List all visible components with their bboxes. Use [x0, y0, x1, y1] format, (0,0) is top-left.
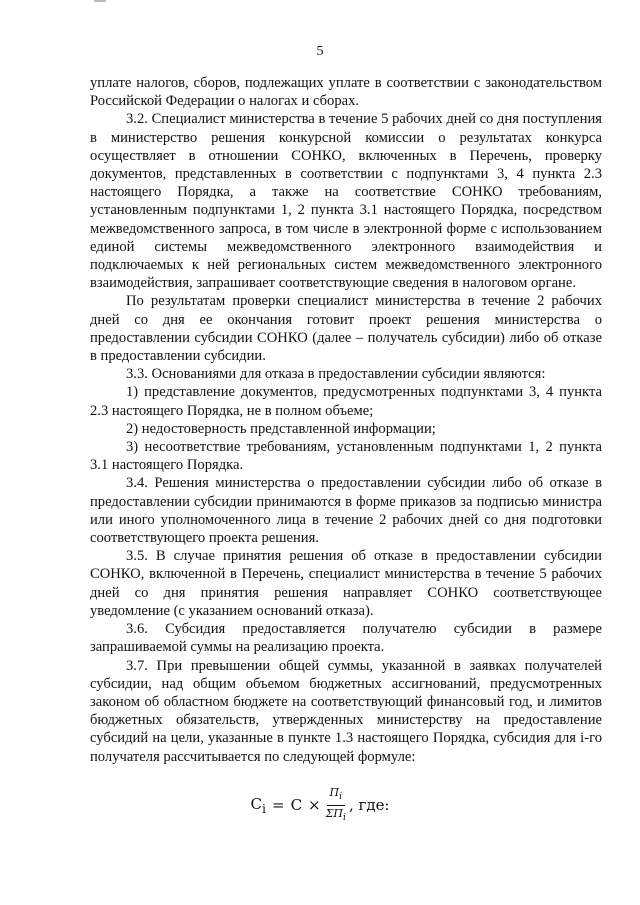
paragraph: 3.2. Специалист министерства в течение 5 рабочих дней со дня поступления в министерство решения конкурсной комиссии о результатах конкурса осуществляет в отношении СОНКО, включенных в Перечень, проверку документов, представленных в соответствии с подпунктами 3, 4 пункта 2.3 настоящего Порядка, а также на соответствие СОНКО требованиям, установленным подпунктами 1, 2 пункта 3.1 настоящего Порядка, посредством межведомственного запроса, в том числе в электронной форме с использованием единой системы межведомственного электронного взаимодействия и подключаемых к ней региональных систем межведомственного электронного взаимодействия, запрашивает соответствующие сведения в налоговом органе. [90, 111, 602, 292]
paragraph: По результатам проверки специалист министерства в течение 2 рабочих дней со дня ее окончания готовит проект решения министерства о предоставлении субсидии СОНКО (далее – получатель субсидии) либо об отказе в предоставлении субсидии. [90, 293, 602, 365]
formula-equals: = [271, 796, 285, 814]
scan-artifact [94, 0, 106, 2]
page-number: 5 [316, 44, 324, 59]
paragraph: 3.3. Основаниями для отказа в предоставлении субсидии являются: [126, 366, 546, 383]
formula-times: × [308, 796, 321, 814]
paragraph: 3.4. Решения министерства о предоставлении субсидии либо об отказе в предоставлении субсидии принимаются в форме приказов за подписью министра или иного уполномоченного лица в течение 2 рабочих дней со дня подготовки соответствующего проекта решения. [90, 475, 602, 547]
paragraph: 3.6. Субсидия предоставляется получателю субсидии в размере запрашиваемой суммы на реализацию проекта. [90, 621, 602, 656]
paragraph: 3) несоответствие требованиям, установленным подпунктами 1, 2 пункта 3.1 настоящего Порядка. [90, 439, 602, 474]
paragraph: 3.5. В случае принятия решения об отказе в предоставлении субсидии СОНКО, включенной в Перечень, специалист министерства в течение 5 рабочих дней со дня принятия решения направляет СОНКО соответствующее уведомление (с указанием оснований отказа). [90, 548, 602, 619]
paragraph: 3.7. При превышении общей суммы, указанной в заявках получателей субсидии, над общим объемом бюджетных ассигнований, предусмотренных законом об областном бюджете на соответствующий финансовый год, и лимитов бюджетных обязательств, утвержденных министерству на предоставление субсидий на цели, указанные в пункте 1.3 настоящего Порядка, субсидия для i-го получателя рассчитывается по следующей формуле: [90, 657, 602, 765]
formula-total: C [290, 796, 303, 814]
formula-denominator: $\Sigma П_i$ [325, 806, 346, 823]
paragraph: 2) недостоверность представленной информации; [126, 420, 436, 437]
document-body [90, 74, 602, 766]
paragraph: уплате налогов, сборов, подлежащих уплате в соответствии с законодательством Российской Федерации о налогах и сборах. [90, 75, 602, 110]
formula-lhs: $C_i$ [250, 794, 266, 816]
paragraph: 1) представление документов, предусмотренных подпунктами 3, 4 пункта 2.3 настоящего Порядка, не в полном объеме; [90, 384, 602, 419]
formula-numerator: $П_i$ [327, 786, 346, 805]
formula-fraction [326, 786, 346, 823]
formula-suffix: , где: [348, 796, 390, 814]
subsidy-formula [0, 782, 640, 828]
